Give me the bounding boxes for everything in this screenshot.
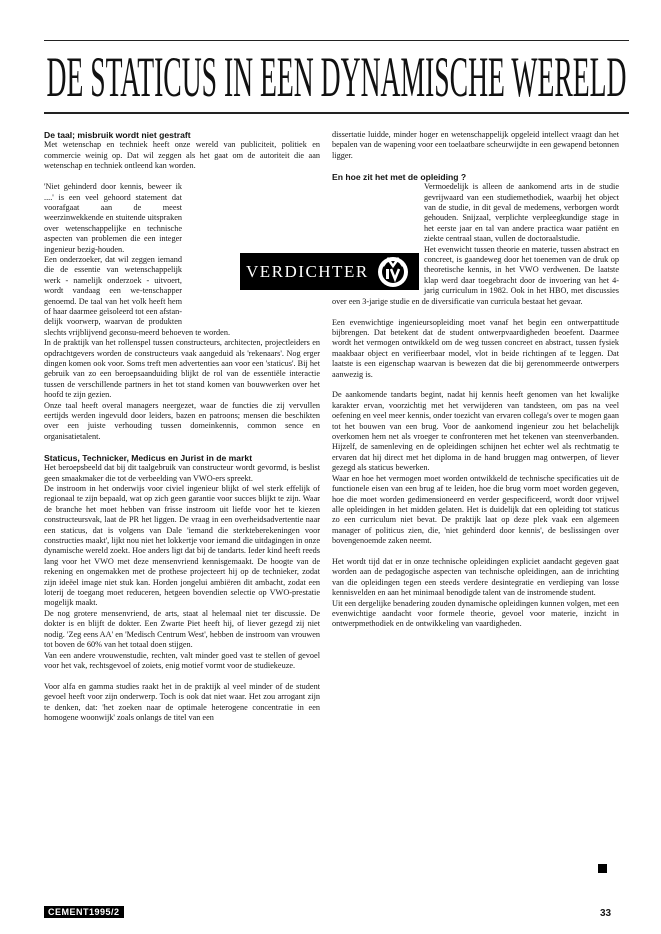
paragraph: De nog grotere mensenvriend, de arts, staat al helemaal niet ter discussie. De dokter is en blijft de dokter. Een Zwarte Piet heeft hij, of liever gezegd zij niet nodig. 'Zeg eens AA' en 'Medisch Centrum West', hebben de instroom van vrouwen tot boven de 60% van het totaal doen stijgen. xyxy=(44,608,320,650)
left-column xyxy=(44,130,320,734)
section-heading: En hoe zit het met de opleiding ? xyxy=(332,171,467,182)
paragraph: Voor alfa en gamma studies raakt het in de praktijk al veel minder of de student gevoel heeft voor zijn onderwerp. Toch is ook dat niet waar. Het zou arrogant zijn te denken, dat: 'het zoeken naar de optimale heterogene concentratie in een homogene woonwijk' zoals onlangs de titel van een xyxy=(44,681,320,723)
paragraph: Vermoedelijk is alleen de aankomend arts in de studie gevrijwaard van een studiemethodiek, waarbij het object van de studie, in dit geval de medemens, verborgen wordt gehouden. Snijzaal, verplichte verpleegkundige stage in het eerste jaar en tal van andere practica waar patiënt en ziekte centraal staan, vullen de doctoraalstudie. xyxy=(424,182,619,244)
article-title-text: DE STATICUS IN EEN DYNAMISCHE WERELD xyxy=(46,46,627,106)
paragraph: Het evenwicht tussen theorie en materie, tussen abstract en concreet, is gaandeweg door het toenemen van de druk op theoretische kennis, in het VWO verdwenen. De laatste klap werd daar toegebracht door de invoering van het 4-jarig curriculum in 1982. Ook in het HBO, met discussies over een 3-jarige studie en de diversificatie van curricula bestaat het gevaar. xyxy=(332,244,619,306)
paragraph: Het beroepsbeeld dat bij dit taalgebruik van constructeur wordt gevormd, is beslist geen smaakmaker die tot de verbeelding van VWO-ers spreekt. xyxy=(44,463,320,483)
section-heading: Staticus, Technicker, Medicus en Jurist in de markt xyxy=(44,452,253,463)
right-column xyxy=(332,130,619,640)
paragraph: Onze taal heeft overal managers neergezet, waar de functies die zij vervullen eertijds werden ingevuld door leiders, bazen en patroons; mensen die beschikten over een juiste verhouding tussen domeinkennis, common sence en organisatietalent. xyxy=(44,400,320,441)
paragraph: dissertatie luidde, minder hoger en wetenschappelijk opgeleid intellect vraagt dan het bepalen van de wapening voor een toelaatbare scheurwijdte in een gewapend betonnen ligger. xyxy=(332,130,619,160)
article-title xyxy=(44,46,629,106)
verdichter-banner xyxy=(240,253,419,290)
magazine-footer: CEMENT1995/2 xyxy=(44,906,124,918)
paragraph: Van een andere vrouwenstudie, rechten, valt minder goed vast te stellen of gevoel voor het vak, rechtsgevoel of zoiets, enig motief vormt voor de studiekeuze. xyxy=(44,650,320,670)
paragraph: Een evenwichtige ingenieursopleiding moet vanaf het begin een ontwerpattitude bijbrengen. Dat betekent dat de student ontwerpvaardigheden beoefent. Daarmee wordt het vermogen ontwikkeld om de weg tussen concreet en abstract, tussen fysiek maakbaar object en verifieerbaar model, vlot in beide richtingen af te leggen. Dat laatste is een eigenschap waarvan is bewezen dat die bij gerenommeerde ontwerpers aanwezig is. xyxy=(332,317,619,379)
page-number: 33 xyxy=(600,908,612,919)
top-rule xyxy=(44,40,629,41)
section-heading: De taal; misbruik wordt niet gestraft xyxy=(44,130,191,140)
paragraph: De aankomende tandarts begint, nadat hij kennis heeft genomen van het kwalijke karakter ervan, voorzichtig met het verwijderen van tandsteen, om pas na veel oefening en veel meer kennis, onder toezicht van ervaren collega's over te mogen gaan tot het bouwen van een brug. Voor de aankomend ingenieur zou het belachelijk overkomen hem net als vroeger te confronteren met het tekenen van steenverbanden. Hijzelf, de samenleving en de opleidingen schijnen het echter wel als rechtmatig te ervaren dat hij direct met het diploma in de hand bruggen mag ontwerpen, of liever gezegd als staticus bewerken. xyxy=(332,390,619,473)
paragraph: De instroom in het onderwijs voor civiel ingenieur blijkt of wel sterk effelijk of regionaal te zijn bepaald, wat op zich geen garantie voor succes blijkt te zijn. Waar de branche het moet hebben van frisse instroom uit liefde voor het te kiezen constructeursvak, laat de PR het liggen. De vraag in een overheidsadvertentie naar een staticus, dat is volgens van Dale 'iemand die sterkteberekeningen voor constructies maakt', lijkt nou niet het lokkertje voor iemand die uitdagingen in onze dynamische wereld zoekt. Hoe anders ligt dat bij de tandarts. Ieder kind heeft reeds lang voor het VWO met deze mensenvriend kennisgemaakt. De hoogte van de rekening en ongemakken met de prothese projecteert hij op de technieker, zodat zijn ideëel image niet stuk kan. Horden jongelui ambiëren dit ambacht, zodat een loterij de toegang moet reduceren, hetgeen bovendien selectie op VWO-prestatie mogelijk maakt. xyxy=(44,484,320,608)
paragraph: Met wetenschap en techniek heeft onze wereld van publiciteit, politiek en commercie weinig op. Dat wil zeggen als het gaat om de autoriteit die aan wetenschap en techniek ontleend kan worden. xyxy=(44,140,320,171)
paragraph: In de praktijk van het rollenspel tussen constructeurs, architecten, projectleiders en opdrachtgevers worden de constructeurs vaak aangeduid als 'rekenaars'. Nog erger dingen komen ook voor. Soms treft men advertenties aan voor een 'staticus'. Bij het gebruik van zo een beroepsaanduiding blijkt de rol van de essentiële interactie tussen de verschillende partners in het tot stand komen van bouwwerken over het hoofd te zijn gezien. xyxy=(44,338,320,400)
paragraph: Waar en hoe het vermogen moet worden ontwikkeld de technische specificaties uit de functionele eisen van een brug af te leiden, hoe die brug vorm moet worden gegeven, hoe die moet worden gedimensioneerd en verder gespecificeerd, wordt door vrijwel alle opleidingen in het midden gelaten. Het is duidelijk dat een opleiding tot staticus zo een curriculum niet bevat. De praktijk laat op deze plek vaak een algemeen manager of politicus zien, die, 'niet gehinderd door kennis', de beslissingen over bovengenoemde zaken neemt. xyxy=(332,473,619,546)
end-mark xyxy=(598,864,607,873)
banner-label: VERDICHTER xyxy=(246,262,369,281)
paragraph: Uit een dergelijke benadering zouden dynamische opleidingen kunnen volgen, met een evenwichtige aandacht voor formele theorie, gevoel voor materie, inzicht in ontwerpmethodiek en de ontwikkeling van vaardigheden. xyxy=(332,598,619,629)
title-rule xyxy=(44,112,629,114)
cement-logo-icon xyxy=(376,255,410,288)
paragraph: 'Niet gehinderd door kennis, beweer ik ....' is een veel gehoord statement dat voorafgaat aan de meest weerzinwekkende en stuitende uitspraken over wetenschappelijke en technische aspecten van problemen die een integer ingenieur bezig-houden. xyxy=(44,182,182,254)
paragraph: Het wordt tijd dat er in onze technische opleidingen expliciet aandacht gegeven gaat worden aan de pedagogische aspecten van technische opleidingen, aan de inrichting van die opleidingen tegen een steeds verdere desintegratie en verdieping van losse kennisvelden en aan het minimaal benodigde talent van de instromende student. xyxy=(332,557,619,598)
paragraph: Een onderzoeker, dat wil zeggen iemand die de essentie van wetenschappelijk werk - namelijk onderzoek - uitvoert, wordt vandaag een we-tenschapper genoemd. De taal van het volk heeft hem of haar daarmee geïsoleerd tot een afstan-delijk voorwerp, waarvan de produkten slechts vrijblijvend geconsu-meerd behoeven te worden. xyxy=(44,254,231,337)
